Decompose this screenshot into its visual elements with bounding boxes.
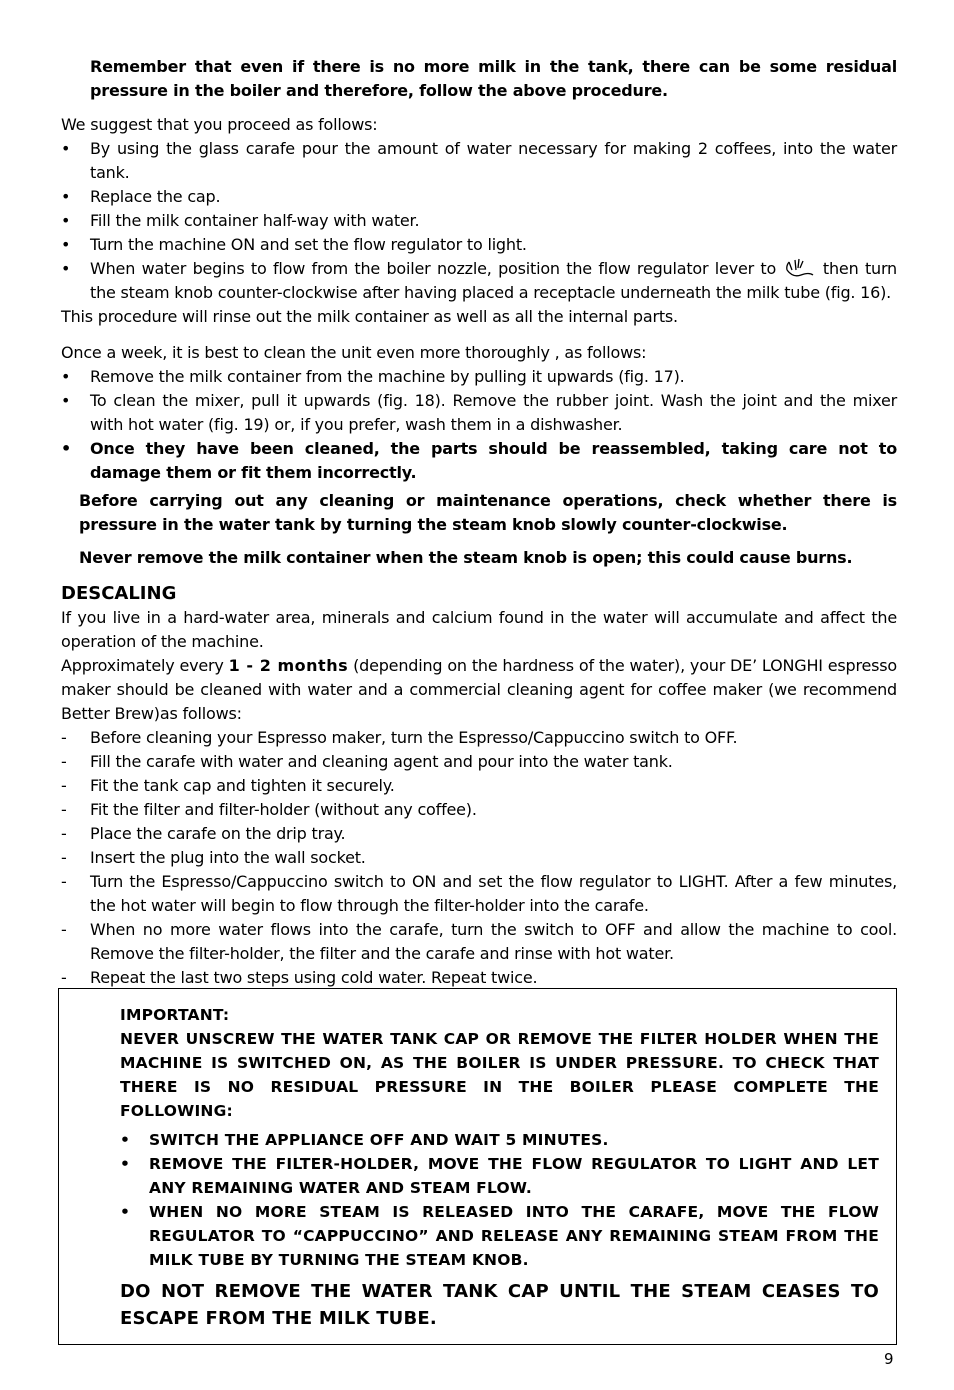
list-item: - Repeat the last two steps using cold water. Repeat twice. [61,968,538,987]
bullet: • [61,391,71,410]
descaling-steps [61,726,897,990]
descaling-frequency: Approximately every 1 - 2 months (depending on the hardness of the water), your DE’ LONGHI espresso maker should be cleaned with water and a commercial cleaning agent for coffee maker (we recommend Better Brew)as follows: [61,656,898,723]
important-final: DO NOT REMOVE THE WATER TANK CAP UNTIL THE STEAM CEASES TO ESCAPE FROM THE MILK TUBE. [120,1281,879,1329]
list-item: • Replace the cap. [61,185,897,209]
important-title: IMPORTANT: [120,1006,230,1024]
list-item: - Fit the tank cap and tighten it securely. [61,776,395,795]
page-number: 9 [884,1350,894,1368]
weekly-list [61,365,897,485]
intro-warning: Remember that even if there is no more milk in the tank, there can be some residual pressure in the boiler and therefore, follow the above procedure. [90,57,897,100]
list-item: - Before cleaning your Espresso maker, turn the Espresso/Cappuccino switch to OFF. [61,728,738,747]
important-content [120,1003,879,1332]
weekly-intro: Once a week, it is best to clean the unit even more thoroughly , as follows: [61,343,647,362]
list-item: • WHEN NO MORE STEAM IS RELEASED INTO THE CARAFE, MOVE THE FLOW REGULATOR TO “CAPPUCCINO” AND RELEASE ANY REMAINING STEAM FROM THE MILK TUBE BY TURNING THE STEAM KNOB. [120,1200,879,1272]
list-item: • Remove the milk container from the machine by pulling it upwards (fig. 17). [61,365,897,389]
list-item: • Turn the machine ON and set the flow regulator to light. [61,233,897,257]
bullet: • [61,235,71,254]
list-item: • To clean the mixer, pull it upwards (fig. 18). Remove the rubber joint. Wash the joint and the mixer with hot water (fig. 19) or, if you prefer, wash them in a dishwasher. [61,391,897,434]
list-item: • REMOVE THE FILTER-HOLDER, MOVE THE FLOW REGULATOR TO LIGHT AND LET ANY REMAINING WATER AND STEAM FLOW. [120,1152,879,1200]
list-item: • SWITCH THE APPLIANCE OFF AND WAIT 5 MINUTES. [120,1128,879,1152]
bullet: • [120,1131,131,1149]
important-list [120,1128,879,1272]
list-item: - Fit the filter and filter-holder (without any coffee). [61,800,477,819]
cappuccino-symbol-icon [783,258,817,278]
descaling-intro: If you live in a hard-water area, minerals and calcium found in the water will accumulate and affect the operation of the machine. [61,608,897,651]
descaling-heading: DESCALING [61,583,177,604]
bullet: • [61,259,71,278]
list-item: • Fill the milk container half-way with water. [61,209,897,233]
list-item: • By using the glass carafe pour the amount of water necessary for making 2 coffees, into the water tank. [61,139,897,182]
list-item: - Insert the plug into the wall socket. [61,848,366,867]
suggest-list [61,137,897,305]
bullet: • [120,1155,131,1173]
list-item: - Turn the Espresso/Cappuccino switch to ON and set the flow regulator to LIGHT. After a few minutes, the hot water will begin to flow through the filter-holder into the carafe. [61,872,897,915]
bullet: • [61,211,71,230]
list-item: • Once they have been cleaned, the parts should be reassembled, taking care not to damage them or fit them incorrectly. [61,439,897,482]
bullet: • [120,1203,131,1221]
page-content [61,55,897,990]
bullet: • [61,139,71,158]
suggest-intro: We suggest that you proceed as follows: [61,115,378,134]
bullet: • [61,367,71,386]
bullet: • [61,187,71,206]
pressure-warning: Before carrying out any cleaning or maintenance operations, check whether there is pressure in the water tank by turning the steam knob slowly counter-clockwise. [79,491,897,534]
list-item: • When water begins to flow from the boiler nozzle, position the flow regulator lever to then turn the steam knob counter-clockwise after having placed a receptacle underneath the milk tube (fig. 16). [61,259,897,302]
burns-warning: Never remove the milk container when the steam knob is open; this could cause burns. [79,548,853,567]
important-box [58,988,897,1345]
important-body: NEVER UNSCREW THE WATER TANK CAP OR REMOVE THE FILTER HOLDER WHEN THE MACHINE IS SWITCHED ON, AS THE BOILER IS UNDER PRESSURE. TO CHECK THAT THERE IS NO RESIDUAL PRESSURE IN THE BOILER PLEASE COMPLETE THE FOLLOWING: [120,1030,879,1120]
list-item: - Place the carafe on the drip tray. [61,824,346,843]
list-item: - Fill the carafe with water and cleaning agent and pour into the water tank. [61,752,673,771]
list-item: - When no more water flows into the carafe, turn the switch to OFF and allow the machine to cool. Remove the filter-holder, the filter and the carafe and rinse with hot water. [61,920,897,963]
rinse-note: This procedure will rinse out the milk container as well as all the internal parts. [61,307,678,326]
bullet: • [61,439,72,458]
